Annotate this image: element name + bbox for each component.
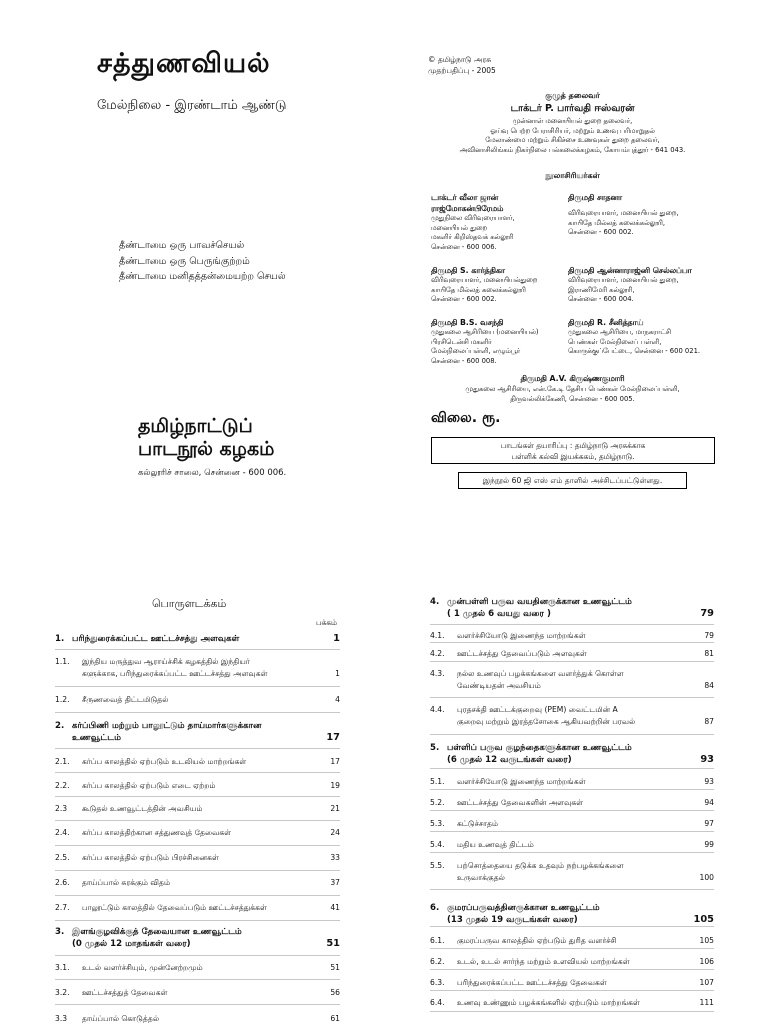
toc-entry-title: [72, 720, 312, 744]
toc-entry-title-line: பள்ளிப் பருவ குழந்தைகளுக்கான உணவூட்டம்: [447, 743, 632, 753]
chair-desc-line: மேலாண்மை மற்றும் சிகிச்சை உணவுகள் துறை தலைவர்,: [485, 136, 660, 144]
toc-entry-number: 2.1.: [55, 757, 70, 766]
toc-entry-number: 5.3.: [430, 819, 445, 828]
toc-divider: [430, 810, 714, 811]
toc-divider: [430, 768, 714, 769]
chair-desc-line: முன்னாள் மனையியல் துறை தலைவர்,: [512, 117, 633, 125]
author-line: முதுகலை ஆசிரியை (மனையியல்): [431, 328, 539, 336]
toc-entry-title: [72, 926, 312, 950]
copyright-notice: [428, 54, 496, 76]
quote-line: தீண்டாமை ஒரு பெருங்குற்றம்: [119, 255, 250, 267]
toc-entry-title-line: உடல், உடல் சார்ந்த மற்றும் உளவியல் மாற்றங்கள்: [457, 957, 630, 966]
author-line: மனையியல் துறை: [431, 223, 488, 232]
chair-desc-line: ஓய்வு பெற்ற பேராசிரியர், மற்றும் உணவு பரிமாறுதல்: [490, 126, 655, 135]
toc-divider: [430, 697, 714, 698]
toc-entry-page: 24: [330, 828, 340, 837]
toc-divider: [55, 820, 340, 821]
toc-entry-title-line: கர்ப்ப காலத்தில் ஏற்படும் எடை ஏற்றம்: [82, 781, 216, 790]
toc-entry-title: [457, 977, 682, 989]
toc-entry-page: 81: [704, 649, 714, 658]
toc-entry-number: 4.: [430, 597, 440, 607]
toc-entry-title: [447, 596, 687, 620]
toc-entry-number: 6.4.: [430, 998, 445, 1007]
toc-entry-number: 5.4.: [430, 840, 445, 849]
chair-desc-line: அவினாசிலிங்கம் நிகர்நிலை பல்கலைக்கழகம், கோயம்புத்தூர் - 641 043.: [459, 145, 686, 154]
author-card: [431, 192, 581, 252]
toc-entry-number: 2.: [55, 721, 65, 731]
toc-entry-title: [457, 797, 682, 809]
toc-entry-title-line: ஊட்டச்சத்துத் தேவைகள்: [82, 988, 168, 997]
toc-entry-title: [457, 935, 682, 947]
toc-entry-title: [457, 668, 682, 692]
publisher-name: [138, 415, 274, 461]
toc-entry-title: [457, 776, 682, 788]
preparation-line: பள்ளிக் கல்வி இயக்ககம், தமிழ்நாடு.: [511, 452, 635, 461]
toc-entry-title-line: தாய்ப்பால் சுரக்கும் விதம்: [82, 878, 171, 887]
chair-heading: குழுத் தலைவர்: [545, 91, 600, 100]
toc-entry-title-line: குமரப்பருவத்தினருக்கான உணவூட்டம்: [447, 903, 600, 913]
toc-entry-title: [82, 694, 307, 706]
author-line: காயிதே மில்லத் கலைக்கல்லூரி,: [568, 218, 665, 227]
preparation-line: பாடங்கள் தயாரிப்பு : தமிழ்நாடு அரசுக்காக: [500, 441, 646, 450]
toc-entry-page: 105: [693, 914, 714, 925]
toc-entry-title-line: உணவு உண்ணும் பழக்கங்களில் ஏற்படும் மாற்றங்கள்: [457, 998, 640, 1007]
author-card: [568, 265, 728, 305]
toc-entry-title: [82, 656, 307, 680]
toc-entry-title-line: புரதசக்தி ஊட்டக்குறைவு (PEM) வைட்டமின் A: [457, 705, 618, 714]
toc-entry-number: 6.3.: [430, 978, 445, 987]
toc-entry-title-line: ஊட்டச்சத்து தேவைப்படும் அளவுகள்: [457, 649, 587, 658]
toc-divider: [430, 1011, 714, 1012]
author-card: [431, 317, 581, 366]
toc-entry-page: 99: [704, 840, 714, 849]
toc-entry-title: [82, 902, 307, 914]
toc-entry-title-line: பாலூட்டும் காலத்தில் தேவைப்படும் ஊட்டச்சத்துக்கள்: [82, 903, 267, 912]
toc-entry-number: 5.5.: [430, 861, 445, 870]
toc-entry-title-line: குமரப்பருவ காலத்தில் ஏற்படும் துரித வளர்ச்சி: [457, 936, 617, 945]
toc-entry-title: [82, 803, 307, 815]
toc-divider: [430, 926, 714, 927]
edition-line: முதற்பதிப்பு - 2005: [428, 66, 496, 75]
toc-entry-page: 105: [699, 936, 714, 945]
author-name: திருமதி ஆன்னாராஜ்னி செல்லப்பா: [568, 266, 692, 275]
publisher-address: கல்லூரிச் சாலை, சென்னை - 600 006.: [138, 468, 287, 478]
copyright-line: © தமிழ்நாடு அரசு: [428, 55, 492, 64]
toc-divider: [55, 955, 340, 956]
toc-divider: [55, 772, 340, 773]
toc-divider: [55, 796, 340, 797]
toc-entry-title-line: முன்பள்ளி பருவ வயதினருக்கான உணவூட்டம்: [447, 597, 632, 607]
author-line: சென்னை - 600 008.: [431, 356, 497, 365]
toc-entry-number: 4.4.: [430, 705, 445, 714]
author-name: திருமதி A.V. கிருஷ்ணகுமாரி: [520, 374, 625, 383]
author-line: சென்னை - 600 002.: [568, 228, 634, 237]
book-title: சத்துணவியல்: [97, 48, 271, 79]
author-name: திருமதி சாதனா: [568, 193, 623, 202]
toc-entry-title: [82, 987, 307, 999]
authors-heading: நூலாசிரியர்கள்: [545, 171, 600, 180]
toc-entry-page: 79: [704, 631, 714, 640]
toc-entry-title-line: (6 முதல் 12 வருடங்கள் வரை): [447, 755, 572, 765]
toc-entry-title-line: உருவாக்குதல்: [457, 873, 505, 882]
quote-line: தீண்டாமை ஒரு பாவச்செயல்: [119, 240, 245, 251]
toc-entry-page: 19: [330, 781, 340, 790]
author-line: காயிதே மில்லத் கலைக்கல்லூரி: [431, 285, 526, 294]
toc-divider: [430, 661, 714, 662]
toc-entry-page: 79: [700, 608, 714, 619]
toc-entry-number: 6.: [430, 903, 440, 913]
chair-description: [430, 117, 715, 155]
toc-entry-number: 3.: [55, 927, 65, 937]
toc-entry-title-line: கட்டுச்சாதம்: [457, 819, 499, 828]
toc-divider: [430, 889, 714, 890]
toc-entry-title: [82, 877, 307, 889]
toc-entry-title: [457, 630, 682, 642]
toc-entry-title-line: இந்திய மருத்துவ ஆராய்ச்சிக் கழகத்தில் இந்தியர்: [82, 657, 250, 666]
toc-entry-title-line: வளர்ச்சியோடு இணைந்த மாற்றங்கள்: [457, 777, 586, 786]
toc-entry-title-line: கர்ப்ப காலத்திற்கான சத்துணவுத் தேவைகள்: [82, 828, 232, 837]
author-line: முதுகலை ஆசிரியை, என்.கே.டி தேசிய பெண்கள் மேல்நிலைப்பள்ளி,: [465, 385, 680, 393]
author-card: [568, 192, 718, 238]
toc-entry-page: 56: [330, 988, 340, 997]
toc-entry-title-line: கூடுதல் உணவூட்டத்தின் அவசியம்: [82, 804, 203, 813]
toc-title: பொருளடக்கம்: [152, 597, 227, 610]
toc-entry-title-line: உடல் வளர்ச்சியும், முன்னேற்றமும்: [82, 963, 203, 972]
toc-entry-title: [82, 1013, 307, 1025]
toc-divider: [430, 831, 714, 832]
toc-entry-title: [82, 780, 307, 792]
toc-divider: [430, 969, 714, 970]
toc-divider: [55, 895, 340, 896]
toc-entry-number: 2.7.: [55, 903, 70, 912]
toc-entry-title-line: கர்ப்ப காலத்தில் ஏற்படும் பிரச்சினைகள்: [82, 853, 219, 862]
toc-entry-page: 107: [699, 978, 714, 987]
toc-entry-title-line: நல்ல உணவுப் பழக்கங்களை வளர்த்துக் கொள்ள: [457, 669, 624, 678]
toc-entry-number: 2.2.: [55, 781, 70, 790]
toc-entry-title: [82, 756, 307, 768]
toc-divider: [430, 624, 714, 625]
toc-entry-page: 37: [330, 878, 340, 887]
toc-entry-page: 17: [326, 732, 340, 743]
toc-entry-page: 87: [704, 717, 714, 726]
author-line: மேல்நிலைப்பள்ளி, எழும்பூர்: [431, 347, 521, 356]
toc-entry-page: 51: [330, 963, 340, 972]
toc-entry-number: 5.: [430, 743, 440, 753]
quote-line: தீண்டாமை மனிதத்தன்மையற்ற செயல்: [119, 271, 286, 282]
untouchability-quotes: [119, 238, 286, 285]
toc-entry-number: 5.1.: [430, 777, 445, 786]
author-line: சென்னை - 600 002.: [431, 295, 497, 304]
toc-entry-title-line: ( 1 முதல் 6 வயது வரை ): [447, 609, 551, 619]
toc-divider: [430, 852, 714, 853]
author-line: பெண்கள் மேல்நிலைப் பள்ளி,: [568, 337, 662, 346]
author-name: திருமதி S. கார்த்திகா: [431, 266, 505, 275]
toc-entry-number: 6.2.: [430, 957, 445, 966]
toc-entry-page: 61: [330, 1014, 340, 1023]
toc-entry-number: 1.2.: [55, 695, 70, 704]
toc-divider: [55, 686, 340, 687]
toc-divider: [430, 789, 714, 790]
author-card: [431, 265, 581, 305]
toc-entry-title: [82, 962, 307, 974]
author-line: சென்னை - 600 006.: [431, 242, 497, 251]
author-line: மகளிர் கிறிஸ்தவக் கல்லூரி: [431, 233, 514, 242]
book-subtitle: மேல்நிலை - இரண்டாம் ஆண்டு: [97, 98, 287, 113]
toc-entry-title: [72, 633, 312, 645]
toc-entry-title: [457, 648, 682, 660]
toc-entry-title: [82, 827, 307, 839]
paper-note-box: இந்நூல் 60 ஜி எஸ் எம் தாளில் அச்சிடப்பட்டுள்ளது.: [458, 472, 687, 489]
author-line: விரிவுரையாளர், மனையியல் துறை,: [568, 209, 679, 217]
toc-entry-title-line: கர்ப்பிணி மற்றும் பாலூட்டும் தாய்மார்களுக்கான: [72, 721, 262, 731]
publisher-name-line: தமிழ்நாட்டுப்: [138, 415, 253, 437]
toc-entry-title-line: மதிய உணவுத் திட்டம்: [457, 840, 534, 849]
toc-entry-page: 111: [699, 998, 714, 1007]
author-line: முதுகலை ஆசிரியை, மாநகராட்சி: [568, 328, 671, 336]
toc-entry-title-line: சீருணவைத் திட்டமிடுதல்: [82, 695, 169, 704]
toc-entry-title-line: குறைவு மற்றும் இரத்தசோகை ஆகியவற்றின் பரவல்: [457, 717, 636, 726]
toc-divider: [55, 748, 340, 749]
toc-entry-title: [457, 956, 682, 968]
toc-entry-page: 51: [326, 938, 340, 949]
author-line: சென்னை - 600 004.: [568, 295, 634, 304]
toc-divider: [55, 712, 340, 713]
toc-divider: [430, 990, 714, 991]
toc-entry-number: 4.2.: [430, 649, 445, 658]
toc-entry-page: 33: [330, 853, 340, 862]
toc-entry-number: 1.: [55, 634, 65, 644]
toc-divider: [55, 920, 340, 921]
toc-entry-title-line: வளர்ச்சியோடு இணைந்த மாற்றங்கள்: [457, 631, 586, 640]
toc-entry-title-line: ஊட்டச்சத்து தேவைகளின் அளவுகள்: [457, 798, 584, 807]
toc-entry-number: 3.1.: [55, 963, 70, 972]
toc-entry-title-line: பரிந்துரைக்கப்பட்ட ஊட்டச்சத்து தேவைகள்: [457, 978, 607, 987]
toc-entry-page: 106: [699, 957, 714, 966]
author-line: விரிவுரையாளர், மனையியல் துறை,: [568, 276, 679, 284]
toc-entry-title: [447, 902, 687, 926]
toc-entry-number: 3.2.: [55, 988, 70, 997]
toc-entry-title: [457, 997, 682, 1009]
toc-entry-number: 1.1.: [55, 657, 70, 666]
toc-entry-title: [457, 839, 682, 851]
toc-entry-page: 21: [330, 804, 340, 813]
toc-entry-title: [447, 742, 687, 766]
toc-divider: [430, 642, 714, 643]
author-name: டாக்டர் வீலா ஜான்: [431, 193, 499, 202]
toc-entry-title-line: (13 முதல் 19 வருடங்கள் வரை): [447, 915, 578, 925]
toc-entry-number: 2.3: [55, 804, 68, 813]
preparation-box: [431, 437, 715, 464]
toc-entry-title: [457, 818, 682, 830]
toc-divider: [55, 870, 340, 871]
toc-entry-page: 100: [699, 873, 714, 882]
toc-entry-title-line: களுக்காக, பரிந்துரைக்கப்பட்ட ஊட்டச்சத்து அளவுகள்: [82, 669, 268, 678]
toc-entry-page: 93: [704, 777, 714, 786]
chair-name: டாக்டர் P. பார்வதி ஈஸ்வரன்: [510, 103, 635, 114]
toc-entry-page: 94: [704, 798, 714, 807]
toc-entry-page: 41: [330, 903, 340, 912]
toc-pages-header: பக்கம்: [316, 618, 337, 627]
toc-entry-title-line: பற்சொத்தையை தடுக்க உதவும் நற்பழக்கங்களை: [457, 861, 624, 870]
toc-entry-number: 6.1.: [430, 936, 445, 945]
author-line: கொருக்குப்பேட்டை, சென்னை - 600 021.: [568, 347, 701, 356]
toc-entry-title-line: (0 முதல் 12 மாதங்கள் வரை): [72, 939, 191, 949]
author-line: விரிவுரையாளர், மனையியல்துறை: [431, 276, 538, 284]
toc-entry-title-line: உணவூட்டம்: [72, 733, 122, 743]
author-line: இராணிமேரி கல்லூரி,: [568, 285, 635, 294]
author-line: முதுநிலை விரிவுரையாளர்,: [431, 214, 515, 222]
toc-entry-title: [82, 852, 307, 864]
toc-entry-title: [457, 704, 682, 728]
toc-divider: [430, 948, 714, 949]
toc-divider: [55, 845, 340, 846]
author-name: ராஜ்மோகன்பிரேமம்: [431, 204, 504, 213]
toc-entry-page: 1: [335, 669, 340, 678]
toc-entry-number: 3.3: [55, 1014, 68, 1023]
toc-entry-title-line: கர்ப்ப காலத்தில் ஏற்படும் உடலியல் மாற்றங்கள்: [82, 757, 247, 766]
toc-entry-page: 4: [335, 695, 340, 704]
toc-entry-page: 84: [704, 681, 714, 690]
toc-entry-number: 2.6.: [55, 878, 70, 887]
toc-divider: [55, 979, 340, 980]
toc-entry-title-line: இளங்குழவிக்குத் தேவையான உணவூட்டம்: [72, 927, 242, 937]
toc-entry-page: 97: [704, 819, 714, 828]
toc-divider: [55, 649, 340, 650]
toc-entry-title-line: தாய்ப்பால் கொடுத்தல்: [82, 1014, 160, 1023]
toc-entry-title-line: பரிந்துரைக்கப்பட்ட ஊட்டச்சத்து அளவுகள்: [72, 634, 240, 644]
author-line: திருவல்லிக்கேணி, சென்னை - 600 005.: [510, 395, 635, 403]
price-label: விலை. ரூ.: [431, 410, 501, 426]
toc-divider: [55, 1004, 340, 1005]
toc-entry-number: 2.5.: [55, 853, 70, 862]
toc-entry-number: 5.2.: [430, 798, 445, 807]
toc-entry-page: 17: [330, 757, 340, 766]
toc-entry-page: 1: [333, 633, 340, 644]
toc-divider: [430, 734, 714, 735]
author-line: பிரசிடென்சி மகளிர்: [431, 337, 492, 346]
publisher-name-line: பாடநூல் கழகம்: [138, 438, 275, 460]
toc-entry-title-line: வேண்டியதன் அவசியம்: [457, 681, 541, 690]
toc-entry-title: [457, 860, 682, 884]
author-card: [568, 317, 728, 357]
author-name: திருமதி B.S. வசந்தி: [431, 318, 504, 327]
toc-entry-number: 4.3.: [430, 669, 445, 678]
author-card-last: [430, 374, 715, 404]
toc-entry-number: 2.4.: [55, 828, 70, 837]
toc-entry-number: 4.1.: [430, 631, 445, 640]
toc-entry-page: 93: [700, 754, 714, 765]
author-name: திருமதி R. சீனித்தாய்: [568, 318, 644, 327]
